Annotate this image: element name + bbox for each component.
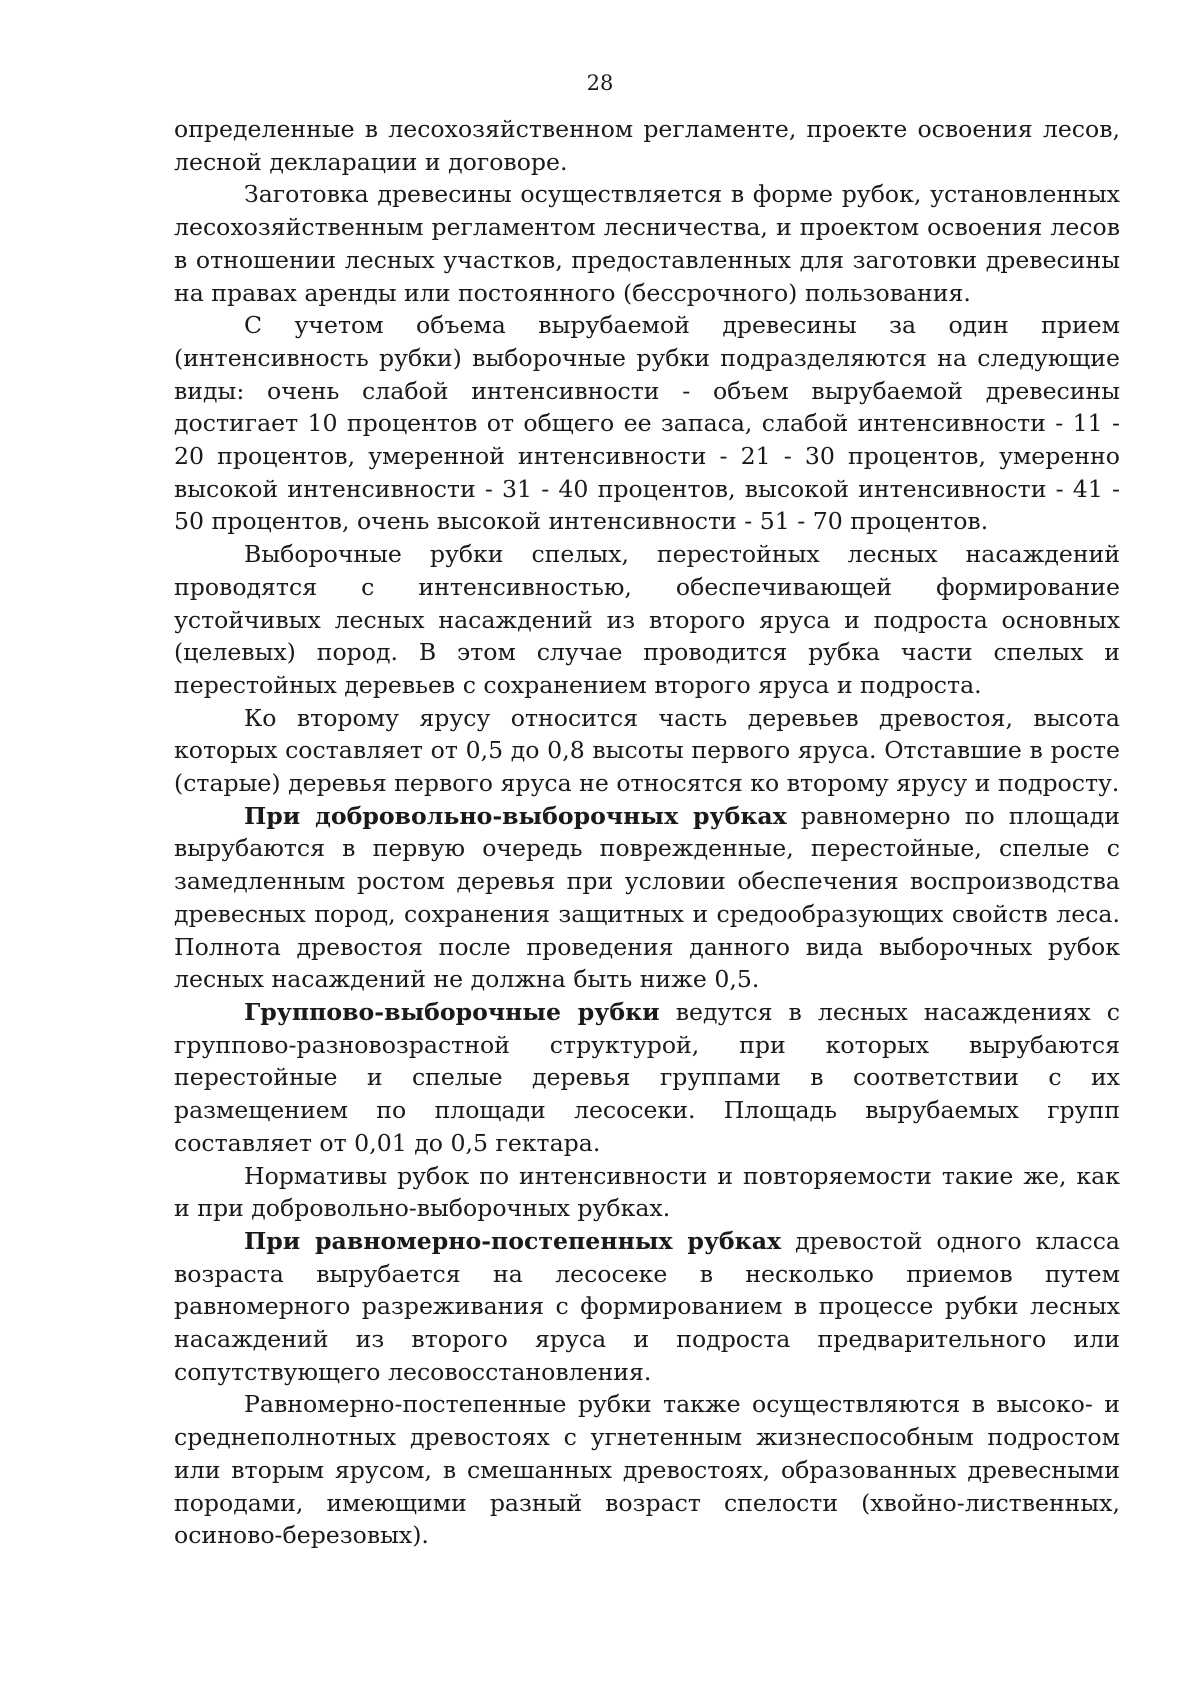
paragraph <box>174 1225 1120 1389</box>
paragraph-text: Равномерно-постепенные рубки также осуществляются в высоко- и среднеполнотных древостоях с угнетенным жизнеспособным подростом или вторым ярусом, в смешанных древостоях, образованных древесными породами, имеющими разный возраст спелости (хвойно-лиственных, осиново-березовых). <box>174 1390 1120 1550</box>
paragraph <box>174 996 1120 1160</box>
paragraph <box>174 702 1120 800</box>
paragraph <box>174 1388 1120 1552</box>
paragraph-text: Нормативы рубок по интенсивности и повторяемости такие же, как и при добровольно-выборочных рубках. <box>174 1161 1120 1223</box>
paragraph-lead: При равномерно-постепенных рубках <box>244 1226 782 1255</box>
paragraph-lead: При добровольно-выборочных рубках <box>244 801 787 830</box>
paragraph-text: С учетом объема вырубаемой древесины за один прием (интенсивность рубки) выборочные рубки подразделяются на следующие виды: очень слабой интенсивности - объем вырубаемой древесины достигает 10 процентов от общего ее запаса, слабой интенсивности - 11 - 20 процентов, умеренной интенсивности - 21 - 30 процентов, умеренно высокой интенсивности - 31 - 40 процентов, высокой интенсивности - 41 - 50 процентов, очень высокой интенсивности - 51 - 70 процентов. <box>174 311 1120 536</box>
paragraph <box>174 538 1120 702</box>
paragraph-text: Выборочные рубки спелых, перестойных лесных насаждений проводятся с интенсивностью, обеспечивающей формирование устойчивых лесных насаждений из второго яруса и подроста основных (целевых) пород. В этом случае проводится рубка части спелых и перестойных деревьев с сохранением второго яруса и подроста. <box>174 540 1120 699</box>
paragraph <box>174 178 1120 309</box>
paragraph <box>174 113 1120 178</box>
paragraph-text: древостой одного класса возраста вырубается на лесосеке в несколько приемов путем равномерного разреживания с формированием в процессе рубки лесных насаждений из второго яруса и подроста предварительного или сопутствующего лесовосстановления. <box>174 1226 1120 1386</box>
paragraph-text: ведутся в лесных насаждениях с группово-разновозрастной структурой, при которых вырубаются перестойные и спелые деревья группами в соответствии с их размещением по площади лесосеки. Площадь вырубаемых групп составляет от 0,01 до 0,5 гектара. <box>174 997 1120 1157</box>
paragraph-text: Ко второму ярусу относится часть деревьев древостоя, высота которых составляет от 0,5 до 0,8 высоты первого яруса. Отставшие в росте (старые) деревья первого яруса не относятся ко второму ярусу и подросту. <box>174 703 1120 798</box>
paragraph-text: определенные в лесохозяйственном регламенте, проекте освоения лесов, лесной декларации и договоре. <box>174 115 1120 176</box>
page-number: 28 <box>586 71 614 95</box>
paragraph <box>174 1160 1120 1225</box>
paragraph-lead: Группово-выборочные рубки <box>244 997 660 1026</box>
paragraph <box>174 800 1120 996</box>
document-body <box>174 113 1120 1552</box>
paragraph-text: равномерно по площади вырубаются в первую очередь поврежденные, перестойные, спелые с замедленным ростом деревья при условии обеспечения воспроизводства древесных пород, сохранения защитных и средообразующих свойств леса. Полнота древостоя после проведения данного вида выборочных рубок лесных насаждений не должна быть ниже 0,5. <box>174 801 1120 994</box>
paragraph-text: Заготовка древесины осуществляется в форме рубок, установленных лесохозяйственным регламентом лесничества, и проектом освоения лесов в отношении лесных участков, предоставленных для заготовки древесины на правах аренды или постоянного (бессрочного) пользования. <box>174 180 1120 307</box>
paragraph <box>174 309 1120 538</box>
